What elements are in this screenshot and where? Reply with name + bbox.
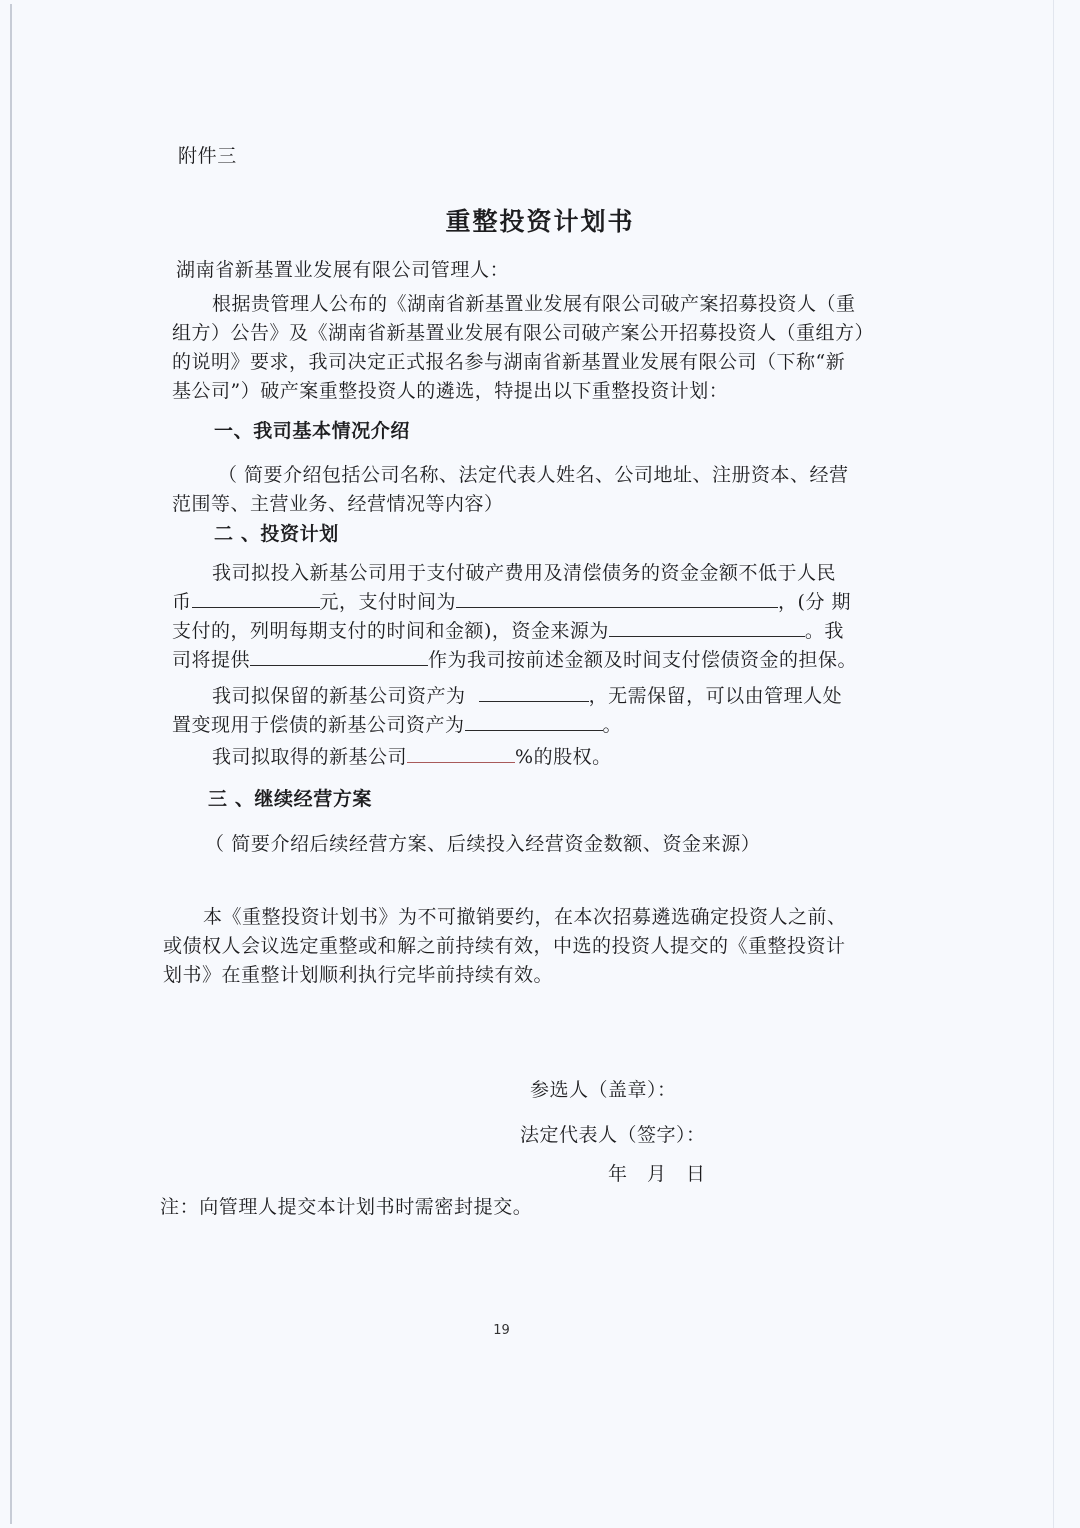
section1-note-line-1: （ 简要介绍包括公司名称、法定代表人姓名、公司地址、注册资本、经营 bbox=[218, 464, 849, 486]
guarantee-label: 司将提供 bbox=[172, 649, 251, 671]
intro-line-2: 组方）公告》及《湖南省新基置业发展有限公司破产案公开招募投资人（重组方） bbox=[172, 322, 875, 344]
addressee: 湖南省新基置业发展有限公司管理人： bbox=[176, 259, 510, 281]
assets-paragraph bbox=[172, 682, 864, 740]
section1-note-line-2: 范围等、主营业务、经营情况等内容） bbox=[172, 493, 504, 515]
investment-paragraph bbox=[172, 559, 864, 675]
disposable-assets-field[interactable] bbox=[465, 712, 603, 731]
investment-line-4 bbox=[172, 646, 864, 675]
validity-paragraph bbox=[163, 903, 855, 990]
retained-assets-label: 我司拟保留的新基公司资产为 bbox=[212, 685, 466, 707]
equity-label: 我司拟取得的新基公司 bbox=[212, 746, 408, 768]
investment-line-3 bbox=[172, 617, 864, 646]
participant-seal: 参选人（盖章）： bbox=[530, 1079, 677, 1101]
currency-label: 币 bbox=[172, 591, 192, 613]
equity-line bbox=[172, 743, 864, 772]
section1-heading: 一、我司基本情况介绍 bbox=[214, 420, 411, 442]
section1-note bbox=[172, 461, 864, 519]
section3-note: （ 简要介绍后续经营方案、后续投入经营资金数额、资金来源） bbox=[205, 833, 761, 855]
intro-paragraph bbox=[172, 290, 875, 406]
footnote: 注：向管理人提交本计划书时需密封提交。 bbox=[160, 1196, 533, 1218]
retained-assets-suffix: ，无需保留，可以由管理人处 bbox=[588, 685, 843, 707]
validity-line-2: 或债权人会议选定重整或和解之前持续有效，中选的投资人提交的《重整投资计 bbox=[163, 935, 846, 957]
retained-assets-field[interactable] bbox=[479, 683, 589, 702]
signature-date: 年 月 日 bbox=[608, 1163, 706, 1185]
installment-label: ，(分 期 bbox=[778, 591, 851, 613]
guarantee-field[interactable] bbox=[250, 647, 428, 666]
validity-line-3: 划书》在重整计划顺利执行完毕前持续有效。 bbox=[163, 964, 554, 986]
assets-line-2 bbox=[172, 711, 864, 740]
line3-end: 。我 bbox=[804, 620, 844, 642]
intro-line-3: 的说明》要求，我司决定正式报名参与湖南省新基置业发展有限公司（下称“新 bbox=[172, 351, 846, 373]
guarantee-suffix: 作为我司按前述金额及时间支付偿债资金的担保。 bbox=[428, 649, 858, 671]
equity-paragraph bbox=[172, 743, 864, 772]
page-number: 19 bbox=[493, 1323, 510, 1338]
investment-amount-field[interactable] bbox=[192, 589, 320, 608]
section3-heading: 三 、继续经营方案 bbox=[208, 788, 373, 810]
investment-line-1: 我司拟投入新基公司用于支付破产费用及清偿债务的资金金额不低于人民 bbox=[212, 562, 837, 584]
section2-heading: 二 、投资计划 bbox=[214, 523, 339, 545]
attachment-label: 附件三 bbox=[178, 145, 237, 167]
validity-line-1: 本《重整投资计划书》为不可撤销要约，在本次招募遴选确定投资人之前、 bbox=[203, 906, 847, 928]
fund-source-field[interactable] bbox=[609, 618, 805, 637]
equity-suffix: %的股权。 bbox=[515, 746, 612, 768]
legal-representative-signature: 法定代表人（签字）： bbox=[520, 1124, 706, 1146]
assets-line-1 bbox=[172, 682, 864, 711]
fund-source-label: 支付的，列明每期支付的时间和金额)，资金来源为 bbox=[172, 620, 609, 642]
intro-line-1: 根据贵管理人公布的《湖南省新基置业发展有限公司破产案招募投资人（重 bbox=[212, 293, 856, 315]
investment-line-2 bbox=[172, 588, 864, 617]
document-title: 重整投资计划书 bbox=[445, 207, 635, 236]
disposable-assets-suffix: 。 bbox=[602, 714, 623, 736]
payment-time-field[interactable] bbox=[456, 589, 778, 608]
intro-line-4: 基公司”）破产案重整投资人的遴选，特提出以下重整投资计划： bbox=[172, 380, 729, 402]
equity-percent-field[interactable] bbox=[407, 744, 515, 763]
payment-time-label: 元，支付时间为 bbox=[319, 591, 457, 613]
disposable-assets-label: 置变现用于偿债的新基公司资产为 bbox=[172, 714, 465, 736]
